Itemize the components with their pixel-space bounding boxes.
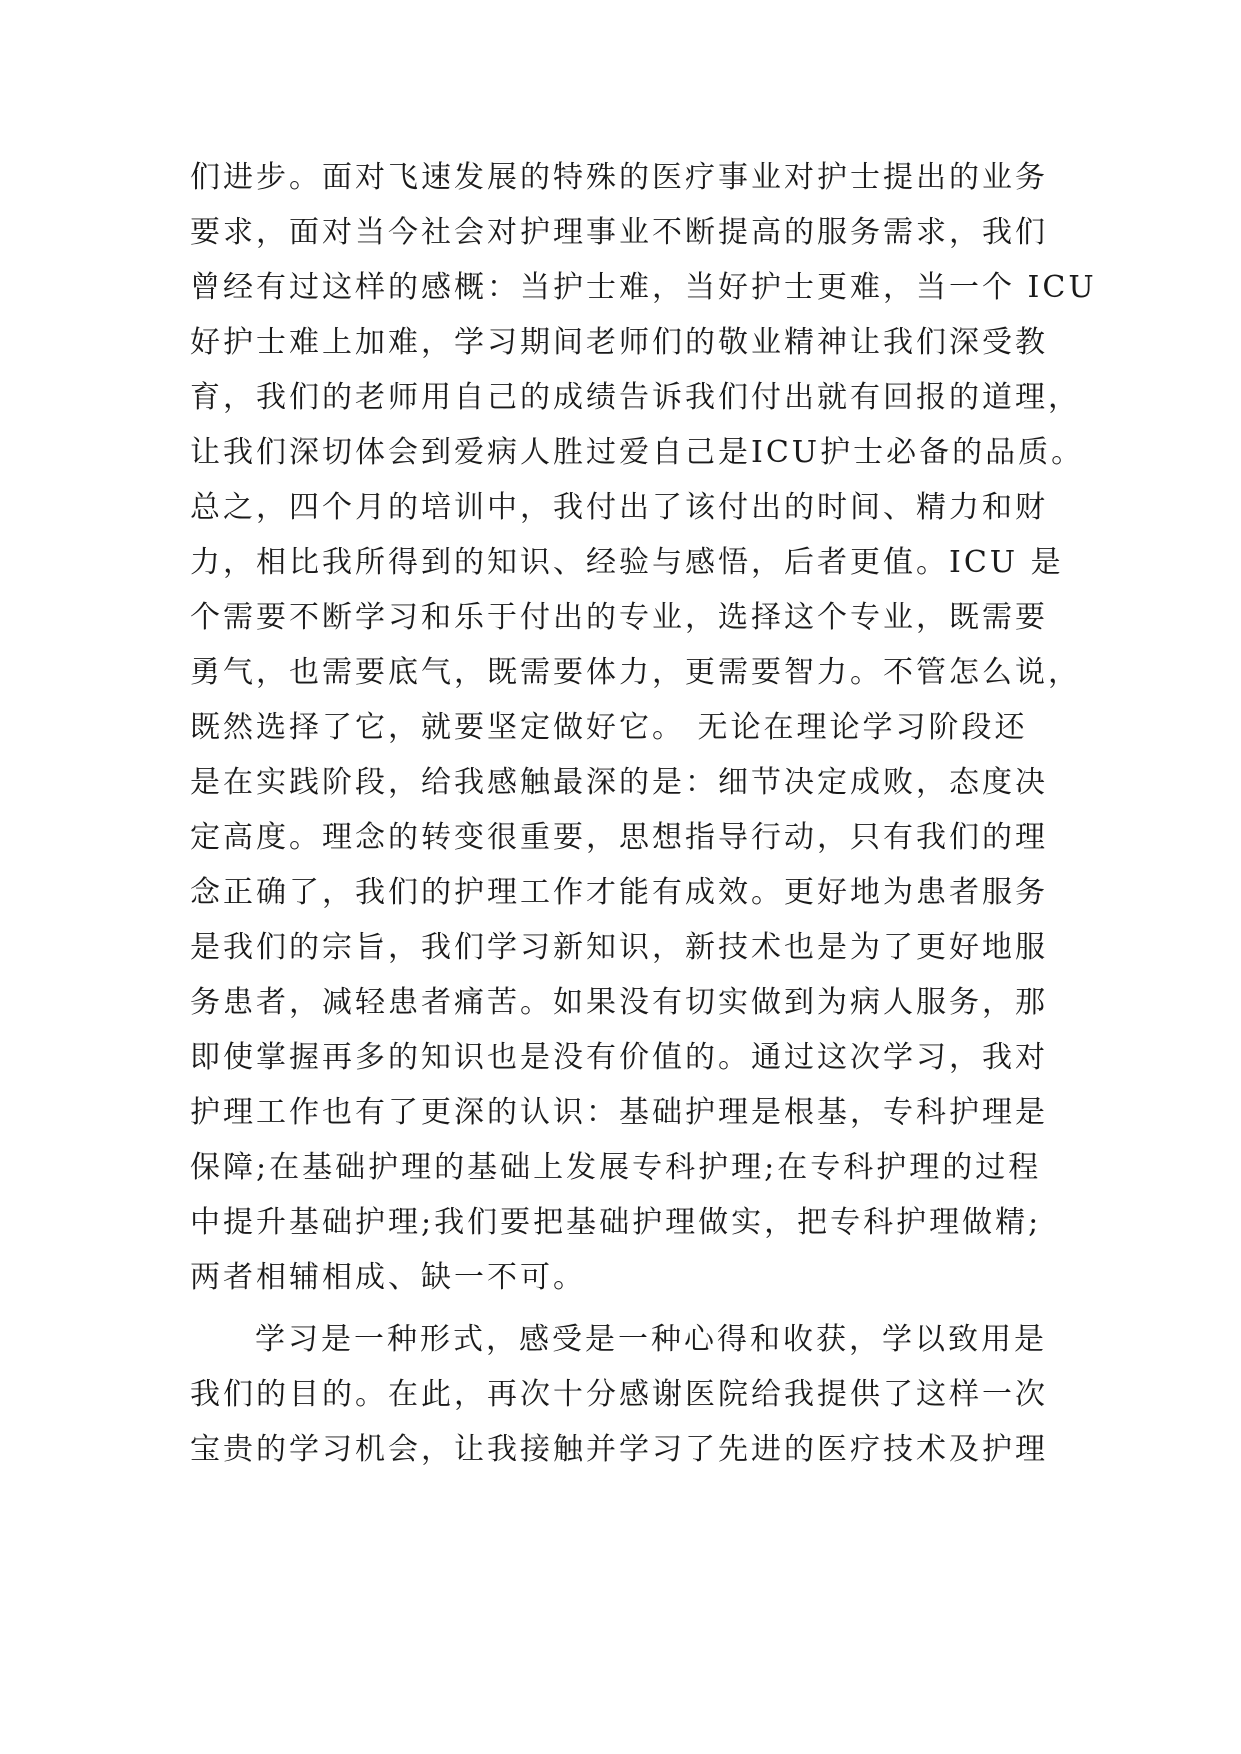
- text-line: 念正确了，我们的护理工作才能有成效。更好地为患者服务: [190, 875, 1048, 910]
- text-line: 定高度。理念的转变很重要，思想指导行动，只有我们的理: [190, 820, 1048, 855]
- text-line: 总之，四个月的培训中，我付出了该付出的时间、精力和财: [190, 490, 1048, 525]
- text-line: 两者相辅相成、缺一不可。: [190, 1260, 586, 1295]
- text-line: 我们的目的。在此，再次十分感谢医院给我提供了这样一次: [190, 1377, 1048, 1412]
- text-line: 育，我们的老师用自己的成绩告诉我们付出就有回报的道理，: [190, 380, 1081, 415]
- text-line: 中提升基础护理;我们要把基础护理做实，把专科护理做精;: [190, 1205, 1042, 1240]
- text-line: 们进步。面对飞速发展的特殊的医疗事业对护士提出的业务: [190, 160, 1048, 195]
- text-line: 勇气，也需要底气，既需要体力，更需要智力。不管怎么说，: [190, 655, 1081, 690]
- text-line: 好护士难上加难，学习期间老师们的敬业精神让我们深受教: [190, 325, 1048, 360]
- text-line: 保障;在基础护理的基础上发展专科护理;在专科护理的过程: [190, 1150, 1042, 1185]
- text-line: 务患者，减轻患者痛苦。如果没有切实做到为病人服务，那: [190, 985, 1048, 1020]
- text-line: 力，相比我所得到的知识、经验与感悟，后者更值。ICU 是: [190, 545, 1064, 580]
- text-line: 既然选择了它，就要坚定做好它。 无论在理论学习阶段还: [190, 710, 1028, 745]
- text-line: 宝贵的学习机会，让我接触并学习了先进的医疗技术及护理: [190, 1432, 1048, 1467]
- text-line: 个需要不断学习和乐于付出的专业，选择这个专业，既需要: [190, 600, 1048, 635]
- text-line: 要求，面对当今社会对护理事业不断提高的服务需求，我们: [190, 215, 1048, 250]
- text-line: 即使掌握再多的知识也是没有价值的。通过这次学习，我对: [190, 1040, 1048, 1075]
- text-line: 曾经有过这样的感概：当护士难，当好护士更难，当一个 ICU: [190, 270, 1097, 305]
- text-line: 是在实践阶段，给我感触最深的是：细节决定成败，态度决: [190, 765, 1048, 800]
- paragraph-first-line: 学习是一种形式，感受是一种心得和收获，学以致用是: [255, 1322, 1047, 1357]
- body-text: [190, 150, 1097, 1477]
- text-line: 是我们的宗旨，我们学习新知识，新技术也是为了更好地服: [190, 930, 1048, 965]
- text-line: 让我们深切体会到爱病人胜过爱自己是ICU护士必备的品质。: [190, 435, 1085, 470]
- text-line: 护理工作也有了更深的认识：基础护理是根基，专科护理是: [190, 1095, 1048, 1130]
